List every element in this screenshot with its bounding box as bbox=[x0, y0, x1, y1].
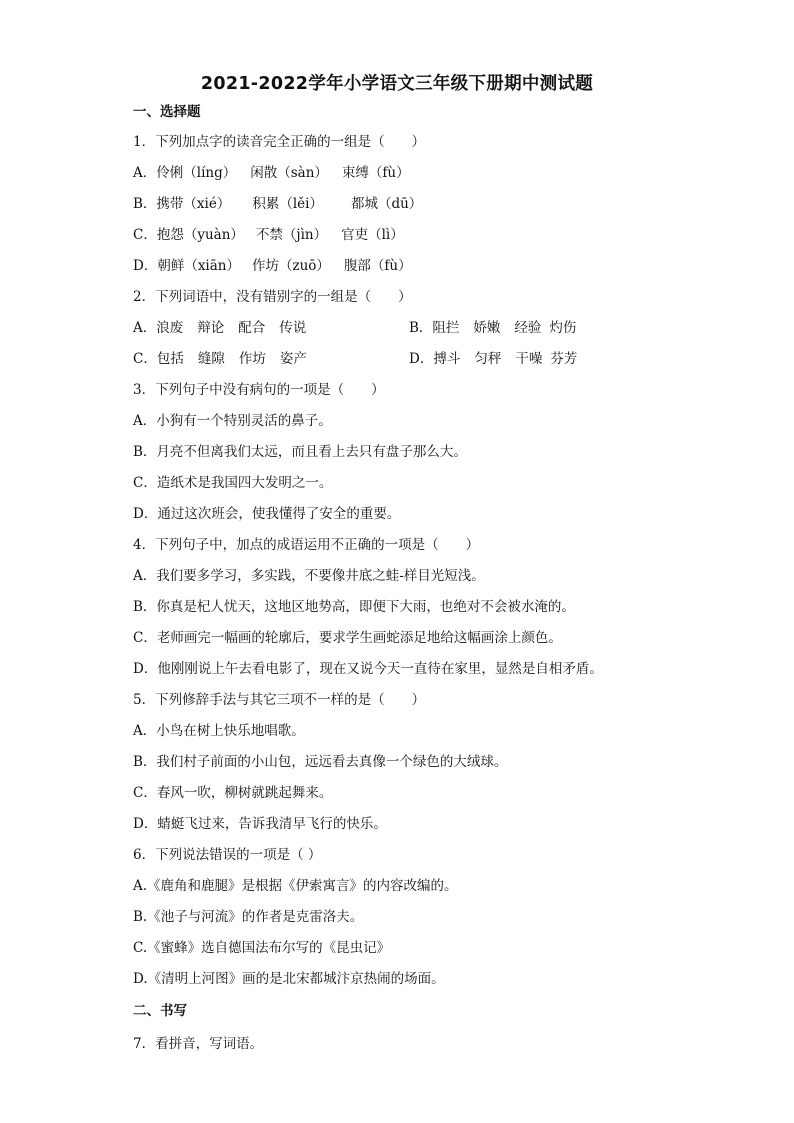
option-word: A．伶俐（líng） bbox=[133, 165, 237, 181]
question-6-option-c: C.《蜜蜂》选自德国法布尔写的《昆虫记》 bbox=[133, 940, 391, 956]
question-1-option-a bbox=[133, 164, 410, 182]
question-6-option-d: D.《清明上河图》画的是北宋都城汴京热闹的场面。 bbox=[133, 971, 445, 987]
question-7-stem: 7．看拼音，写词语。 bbox=[133, 1036, 264, 1052]
question-3-option-b: B．月亮不但离我们太远，而且看上去只有盘子那么大。 bbox=[133, 444, 467, 460]
question-3-option-a: A．小狗有一个特别灵活的鼻子。 bbox=[133, 413, 332, 429]
question-2-option-a bbox=[133, 319, 306, 337]
option-word: B．阻拦 bbox=[409, 320, 460, 336]
option-word: 腹部（fù） bbox=[343, 258, 412, 274]
option-word: D．朝鲜（xiān） bbox=[133, 258, 240, 274]
question-5-option-d: D．蜻蜓飞过来，告诉我清早飞行的快乐。 bbox=[133, 816, 387, 832]
option-word: 缝隙 bbox=[197, 351, 225, 367]
question-3-stem: 3．下列句子中没有病句的一项是（ ） bbox=[133, 382, 385, 398]
option-word: D．搏斗 bbox=[409, 351, 461, 367]
option-word: 官吏（lì） bbox=[341, 227, 404, 243]
option-word: A．浪废 bbox=[133, 320, 184, 336]
question-5-option-b: B．我们村子前面的小山包，远远看去真像一个绿色的大绒球。 bbox=[133, 754, 508, 770]
question-3-option-c: C．造纸术是我国四大发明之一。 bbox=[133, 475, 333, 491]
question-6-option-a: A.《鹿角和鹿腿》是根据《伊索寓言》的内容改编的。 bbox=[133, 878, 458, 894]
question-5-stem: 5．下列修辞手法与其它三项不一样的是（ ） bbox=[133, 692, 426, 708]
option-word: C．包括 bbox=[133, 351, 184, 367]
option-word: 灼伤 bbox=[549, 320, 577, 336]
option-word: 不禁（jìn） bbox=[255, 227, 328, 243]
question-2-option-c bbox=[133, 350, 307, 368]
option-word: 芬芳 bbox=[550, 351, 578, 367]
option-word: 作坊（zuō） bbox=[252, 258, 330, 274]
question-5-option-c: C．春风一吹，柳树就跳起舞来。 bbox=[133, 785, 333, 801]
option-word: 作坊 bbox=[238, 351, 266, 367]
option-word: B．携带（xié） bbox=[133, 196, 231, 212]
question-4-option-d: D．他刚刚说上午去看电影了，现在又说今天一直待在家里，显然是自相矛盾。 bbox=[133, 661, 603, 677]
question-1-option-c bbox=[133, 226, 404, 244]
option-word: 干噪 bbox=[515, 351, 543, 367]
option-word: C．抱怨（yuàn） bbox=[133, 227, 244, 243]
question-2-stem: 2．下列词语中，没有错别字的一组是（ ） bbox=[133, 289, 412, 305]
option-word: 积累（lěi） bbox=[252, 196, 323, 212]
option-word: 都城（dū） bbox=[350, 196, 423, 212]
question-4-stem: 4．下列句子中，加点的成语运用不正确的一项是（ ） bbox=[133, 537, 480, 553]
option-word: 姿产 bbox=[279, 351, 307, 367]
question-1-option-b bbox=[133, 195, 422, 213]
option-word: 传说 bbox=[279, 320, 307, 336]
question-1-option-d bbox=[133, 257, 412, 275]
option-word: 经验 bbox=[514, 320, 542, 336]
option-word: 辩论 bbox=[197, 320, 225, 336]
page-title: 2021-2022学年小学语文三年级下册期中测试题 bbox=[200, 74, 594, 94]
option-word: 娇嫩 bbox=[473, 320, 501, 336]
section-heading-writing: 二、书写 bbox=[133, 1003, 187, 1019]
question-5-option-a: A．小鸟在树上快乐地唱歌。 bbox=[133, 723, 305, 739]
question-6-stem: 6．下列说法错误的一项是（ ） bbox=[133, 847, 322, 863]
question-2-option-b bbox=[409, 319, 576, 337]
section-heading-choice: 一、选择题 bbox=[133, 104, 201, 120]
question-1-stem: 1．下列加点字的读音完全正确的一组是（ ） bbox=[133, 134, 426, 150]
question-4-option-a: A．我们要多学习，多实践，不要像井底之蛙-样目光短浅。 bbox=[133, 568, 485, 584]
option-word: 匀秤 bbox=[474, 351, 502, 367]
question-4-option-c: C．老师画完一幅画的轮廓后，要求学生画蛇添足地给这幅画涂上颜色。 bbox=[133, 630, 562, 646]
question-6-option-b: B.《池子与河流》的作者是克雷洛夫。 bbox=[133, 909, 364, 925]
option-word: 束缚（fù） bbox=[341, 165, 410, 181]
option-word: 配合 bbox=[238, 320, 266, 336]
question-4-option-b: B．你真是杞人忧天，这地区地势高，即便下大雨，也绝对不会被水淹的。 bbox=[133, 599, 575, 615]
question-2-option-d bbox=[409, 350, 577, 368]
question-3-option-d: D．通过这次班会，使我懂得了安全的重要。 bbox=[133, 506, 401, 522]
option-word: 闲散（sàn） bbox=[250, 165, 328, 181]
